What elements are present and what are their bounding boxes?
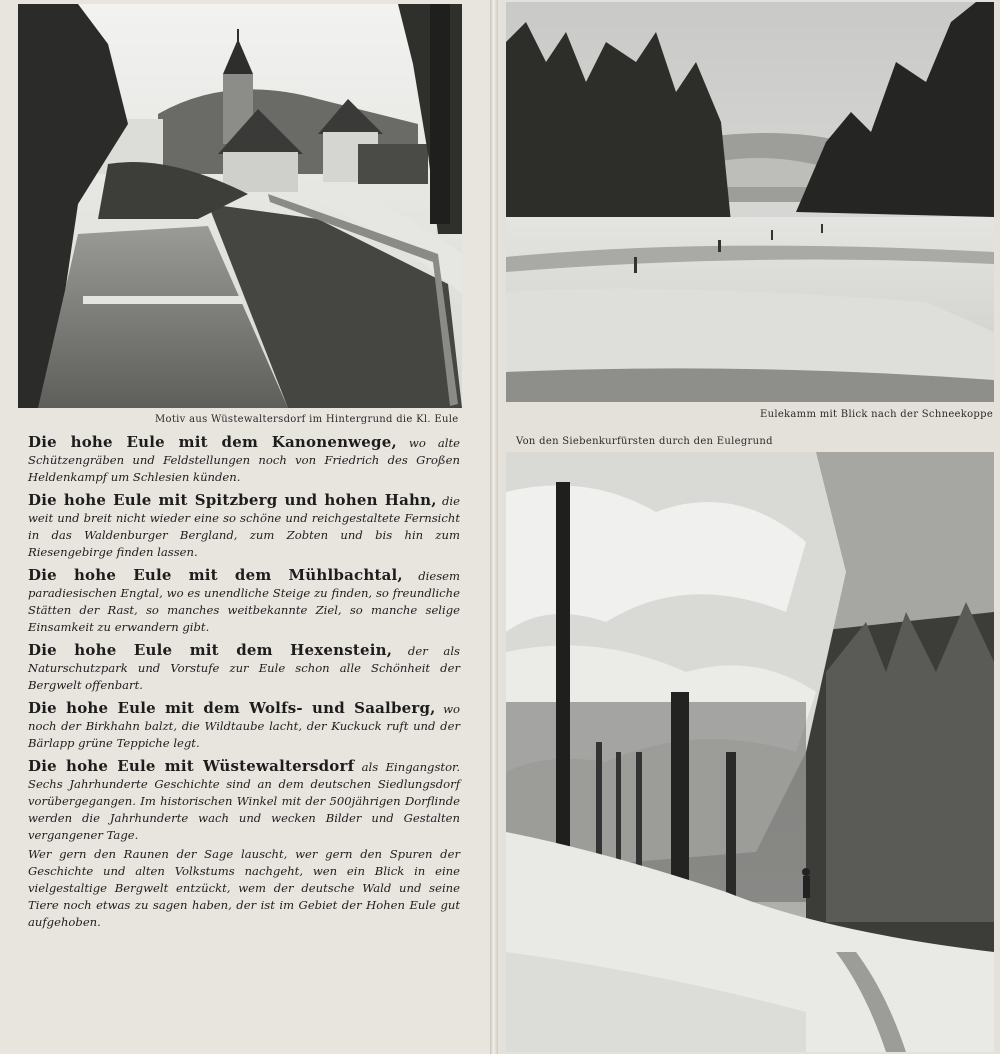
- paragraph-body: wo alte Schützengräben und Feldstellungen noch von Friedrich des Großen Heldenkampf um Schlesien künden.: [28, 436, 460, 484]
- paragraph-hexenstein: [28, 642, 460, 694]
- paragraph-wuestewaltersdorf: [28, 758, 460, 844]
- paragraph-body: wo noch der Birkhahn balzt, die Wildtaube lacht, der Kuckuck ruft und der Bärlapp grüne Teppiche legt.: [28, 702, 460, 750]
- ridge-photo: [506, 2, 994, 402]
- ridge-photo-caption: Eulekamm mit Blick nach der Schneekoppe: [760, 409, 994, 420]
- paragraph-body: die weit und breit nicht wieder eine so schöne und reichgestaltete Fernsicht in das Waldenburger Bergland, zum Zobten und bis hin zum Riesengebirge finden lassen.: [28, 494, 460, 559]
- page-fold: [490, 0, 498, 1054]
- village-photo-caption: Motiv aus Wüstewaltersdorf im Hintergrund die Kl. Eule: [155, 414, 459, 425]
- paragraph-lead: Die hohe Eule mit dem Kanonenwege,: [28, 433, 397, 451]
- paragraph-lead: Die hohe Eule mit Wüstewaltersdorf: [28, 757, 355, 775]
- paragraph-spitzberg: [28, 492, 460, 561]
- article-text: [28, 434, 460, 937]
- paragraph-wolfsberg: [28, 700, 460, 752]
- paragraph-lead: Die hohe Eule mit Spitzberg und hohen Hahn,: [28, 491, 437, 509]
- village-photo: [18, 4, 462, 408]
- paragraph-closing: [28, 846, 460, 931]
- paragraph-muehlbachtal: [28, 567, 460, 636]
- forest-photo-caption: Von den Siebenkurfürsten durch den Eulegrund: [516, 436, 773, 447]
- forest-photo: [506, 452, 994, 1052]
- paragraph-lead: Die hohe Eule mit dem Mühlbachtal,: [28, 566, 403, 584]
- paragraph-body: Wer gern den Raunen der Sage lauscht, wer gern den Spuren der Geschichte und alten Volkstums nachgeht, wen ein Blick in eine vielgestaltige Bergwelt entzückt, wem der deutsche Wald und seine Tiere noch etwas zu sagen haben, der ist im Gebiet der Hohen Eule gut aufgehoben.: [28, 847, 460, 929]
- left-page: [0, 0, 490, 1054]
- paragraph-body: der als Naturschutzpark und Vorstufe zur Eule schon alle Schönheit der Bergwelt offenbart.: [28, 644, 461, 692]
- paragraph-body: diesem paradiesischen Engtal, wo es unendliche Steige zu finden, so freundliche Stätten der Rast, so manches weitbekannte Ziel, so manche selige Einsamkeit zu erwandern gibt.: [28, 569, 461, 634]
- paragraph-body: als Eingangstor. Sechs Jahrhunderte Geschichte sind an dem deutschen Siedlungsdorf vorübergegangen. Im historischen Winkel mit der 500jährigen Dorflinde werden die Jahrhunderte wach und wecken Bilder und Gestalten vergangener Tage.: [28, 760, 460, 842]
- paragraph-lead: Die hohe Eule mit dem Wolfs- und Saalberg,: [28, 699, 436, 717]
- right-page: [498, 0, 1000, 1054]
- paragraph-kanonenweg: [28, 434, 460, 486]
- paragraph-lead: Die hohe Eule mit dem Hexenstein,: [28, 641, 393, 659]
